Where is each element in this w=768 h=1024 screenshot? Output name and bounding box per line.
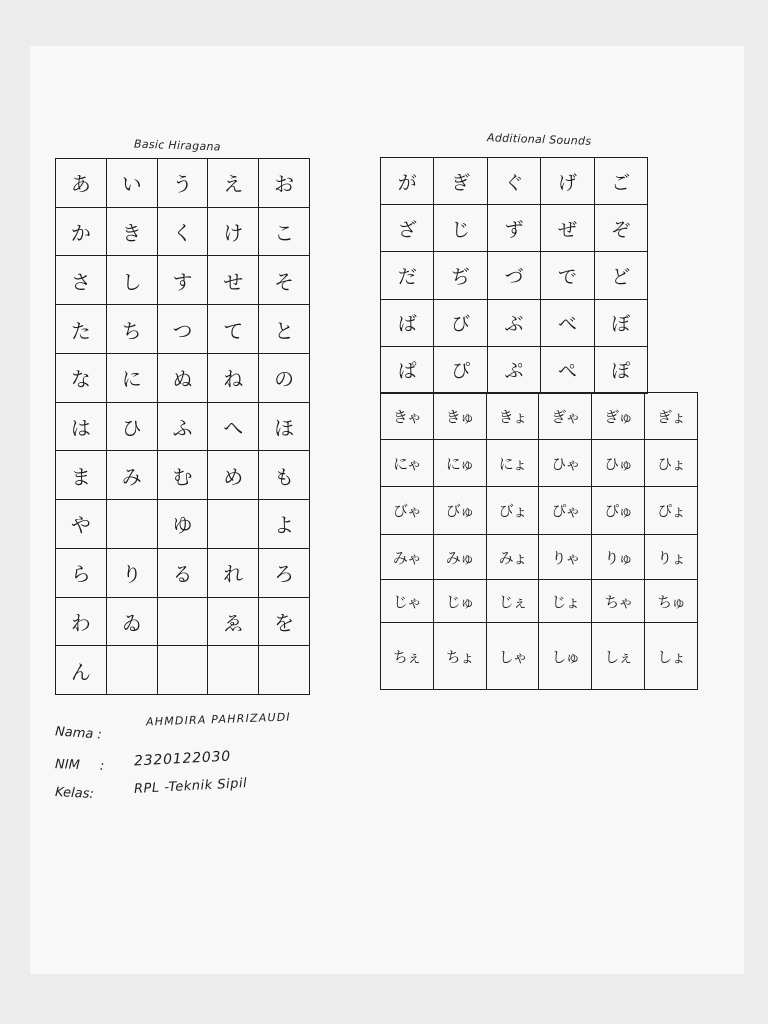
dakuten-cell: べ bbox=[541, 300, 594, 347]
student-kelas: RPL -Teknik Sipil bbox=[133, 776, 248, 797]
basic-hiragana-cell: ち bbox=[107, 305, 158, 354]
basic-hiragana-cell: わ bbox=[56, 598, 107, 647]
yoon-cell: しょ bbox=[645, 623, 698, 690]
nim-label: NIM : bbox=[54, 757, 105, 774]
basic-hiragana-cell: ほ bbox=[259, 403, 310, 452]
dakuten-cell: ぢ bbox=[434, 252, 487, 299]
basic-hiragana-cell: と bbox=[259, 305, 310, 354]
basic-hiragana-cell: ま bbox=[56, 451, 107, 500]
basic-hiragana-cell: は bbox=[56, 403, 107, 452]
basic-hiragana-cell: せ bbox=[208, 256, 259, 305]
basic-hiragana-cell: な bbox=[56, 354, 107, 403]
yoon-cell: しゃ bbox=[487, 623, 540, 690]
dakuten-cell: ば bbox=[381, 300, 434, 347]
basic-hiragana-cell bbox=[107, 500, 158, 549]
basic-hiragana-cell: く bbox=[158, 208, 209, 257]
yoon-cell: きゃ bbox=[381, 393, 434, 440]
dakuten-cell: ぺ bbox=[541, 347, 594, 394]
dakuten-cell: び bbox=[434, 300, 487, 347]
basic-hiragana-cell: う bbox=[158, 159, 209, 208]
dakuten-cell: ぎ bbox=[434, 158, 487, 205]
yoon-cell: りゃ bbox=[539, 535, 592, 580]
yoon-cell: びゅ bbox=[434, 487, 487, 535]
dakuten-cell: ぜ bbox=[541, 205, 594, 252]
basic-hiragana-cell: に bbox=[107, 354, 158, 403]
yoon-cell: ちょ bbox=[434, 623, 487, 690]
basic-hiragana-cell: ね bbox=[208, 354, 259, 403]
dakuten-cell: ぴ bbox=[434, 347, 487, 394]
student-name: AHMDIRA PAHRIZAUDI bbox=[145, 710, 292, 729]
basic-hiragana-table bbox=[55, 158, 310, 695]
basic-hiragana-cell: や bbox=[56, 500, 107, 549]
basic-hiragana-cell: ゆ bbox=[158, 500, 209, 549]
dakuten-cell: ず bbox=[488, 205, 541, 252]
yoon-cell: ぎゅ bbox=[592, 393, 645, 440]
basic-hiragana-cell: る bbox=[158, 549, 209, 598]
yoon-cell: みょ bbox=[487, 535, 540, 580]
yoon-cell: ちぇ bbox=[381, 623, 434, 690]
dakuten-cell: づ bbox=[488, 252, 541, 299]
basic-hiragana-cell: ゐ bbox=[107, 598, 158, 647]
dakuten-cell: ど bbox=[595, 252, 648, 299]
basic-hiragana-cell: そ bbox=[259, 256, 310, 305]
yoon-cell: ぴゅ bbox=[592, 487, 645, 535]
dakuten-cell: ぐ bbox=[488, 158, 541, 205]
basic-hiragana-cell: れ bbox=[208, 549, 259, 598]
yoon-cell: じょ bbox=[539, 580, 592, 623]
yoon-cell: ちゃ bbox=[592, 580, 645, 623]
dakuten-cell: が bbox=[381, 158, 434, 205]
basic-hiragana-cell bbox=[158, 598, 209, 647]
basic-hiragana-cell: つ bbox=[158, 305, 209, 354]
yoon-cell: きょ bbox=[487, 393, 540, 440]
basic-hiragana-cell: ぬ bbox=[158, 354, 209, 403]
yoon-cell: じゅ bbox=[434, 580, 487, 623]
dakuten-cell: ぶ bbox=[488, 300, 541, 347]
yoon-cell: ひょ bbox=[645, 440, 698, 487]
basic-hiragana-cell: も bbox=[259, 451, 310, 500]
yoon-cell: にゅ bbox=[434, 440, 487, 487]
yoon-cell: きゅ bbox=[434, 393, 487, 440]
yoon-cell: じゃ bbox=[381, 580, 434, 623]
basic-hiragana-cell: の bbox=[259, 354, 310, 403]
yoon-cell: みゃ bbox=[381, 535, 434, 580]
dakuten-cell: ざ bbox=[381, 205, 434, 252]
basic-hiragana-cell: お bbox=[259, 159, 310, 208]
basic-hiragana-cell bbox=[208, 646, 259, 695]
basic-hiragana-cell: か bbox=[56, 208, 107, 257]
dakuten-cell: だ bbox=[381, 252, 434, 299]
basic-hiragana-cell: あ bbox=[56, 159, 107, 208]
yoon-cell: ぴょ bbox=[645, 487, 698, 535]
yoon-cell: びゃ bbox=[381, 487, 434, 535]
student-nim: 2320122030 bbox=[133, 748, 232, 770]
basic-hiragana-cell: け bbox=[208, 208, 259, 257]
basic-hiragana-cell: む bbox=[158, 451, 209, 500]
basic-hiragana-title: Basic Hiragana bbox=[133, 137, 222, 154]
basic-hiragana-cell: よ bbox=[259, 500, 310, 549]
yoon-cell: にょ bbox=[487, 440, 540, 487]
basic-hiragana-cell: ふ bbox=[158, 403, 209, 452]
basic-hiragana-cell: ん bbox=[56, 646, 107, 695]
basic-hiragana-cell: さ bbox=[56, 256, 107, 305]
yoon-cell: ひゃ bbox=[539, 440, 592, 487]
basic-hiragana-cell bbox=[259, 646, 310, 695]
dakuten-cell: ぱ bbox=[381, 347, 434, 394]
yoon-cell: ぎゃ bbox=[539, 393, 592, 440]
yoon-cell: にゃ bbox=[381, 440, 434, 487]
yoon-cell: ぴゃ bbox=[539, 487, 592, 535]
yoon-cell: ひゅ bbox=[592, 440, 645, 487]
kelas-label: Kelas: bbox=[54, 784, 95, 803]
yoon-table bbox=[380, 392, 698, 690]
yoon-cell: ぎょ bbox=[645, 393, 698, 440]
dakuten-cell: ぼ bbox=[595, 300, 648, 347]
yoon-cell: りゅ bbox=[592, 535, 645, 580]
yoon-cell: しゅ bbox=[539, 623, 592, 690]
dakuten-table bbox=[380, 157, 648, 394]
yoon-cell: ちゅ bbox=[645, 580, 698, 623]
basic-hiragana-cell: み bbox=[107, 451, 158, 500]
dakuten-cell: げ bbox=[541, 158, 594, 205]
basic-hiragana-cell: き bbox=[107, 208, 158, 257]
dakuten-cell: ご bbox=[595, 158, 648, 205]
yoon-cell: びょ bbox=[487, 487, 540, 535]
basic-hiragana-cell: て bbox=[208, 305, 259, 354]
dakuten-cell: ぽ bbox=[595, 347, 648, 394]
basic-hiragana-cell: し bbox=[107, 256, 158, 305]
basic-hiragana-cell: ろ bbox=[259, 549, 310, 598]
basic-hiragana-cell: め bbox=[208, 451, 259, 500]
basic-hiragana-cell: ひ bbox=[107, 403, 158, 452]
basic-hiragana-cell bbox=[107, 646, 158, 695]
yoon-cell: しぇ bbox=[592, 623, 645, 690]
name-label: Nama : bbox=[54, 724, 103, 743]
dakuten-cell: で bbox=[541, 252, 594, 299]
yoon-cell: りょ bbox=[645, 535, 698, 580]
basic-hiragana-cell: り bbox=[107, 549, 158, 598]
dakuten-cell: ぞ bbox=[595, 205, 648, 252]
yoon-cell: じぇ bbox=[487, 580, 540, 623]
basic-hiragana-cell: え bbox=[208, 159, 259, 208]
basic-hiragana-cell: ゑ bbox=[208, 598, 259, 647]
dakuten-cell: ぷ bbox=[488, 347, 541, 394]
basic-hiragana-cell: た bbox=[56, 305, 107, 354]
yoon-cell: みゅ bbox=[434, 535, 487, 580]
dakuten-cell: じ bbox=[434, 205, 487, 252]
additional-sounds-title: Additional Sounds bbox=[486, 131, 592, 148]
basic-hiragana-cell: す bbox=[158, 256, 209, 305]
basic-hiragana-cell: ら bbox=[56, 549, 107, 598]
basic-hiragana-cell: こ bbox=[259, 208, 310, 257]
basic-hiragana-cell bbox=[208, 500, 259, 549]
basic-hiragana-cell: へ bbox=[208, 403, 259, 452]
basic-hiragana-cell bbox=[158, 646, 209, 695]
basic-hiragana-cell: い bbox=[107, 159, 158, 208]
basic-hiragana-cell: を bbox=[259, 598, 310, 647]
